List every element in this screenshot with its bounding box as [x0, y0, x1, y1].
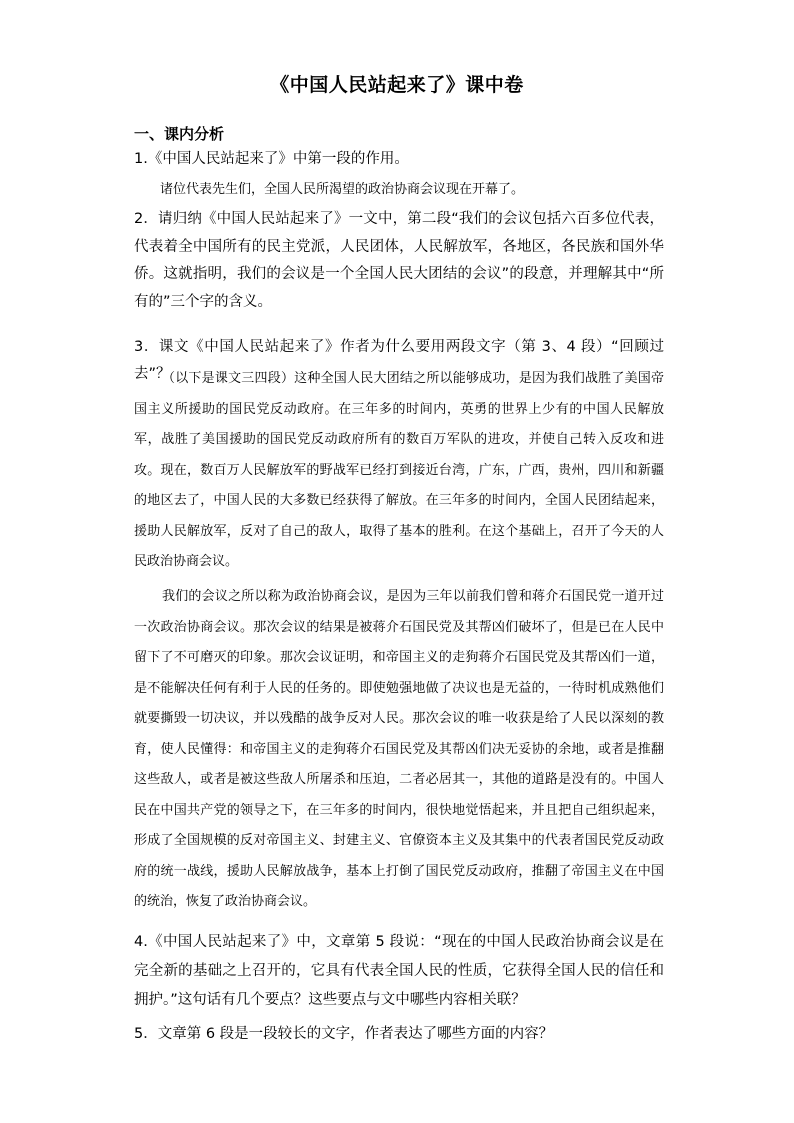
question-1: 1.《中国人民站起来了》中第一段的作用。	[134, 151, 409, 167]
excerpt-paragraph-2: 我们的会议之所以称为政治协商会议，是因为三年以前我们曾和蒋介石国民党一道开过一次政治协商会议。那次会议的结果是被蒋介石国民党及其帮凶们破坏了，但是已在人民中留下了不可磨灭的印象。那次会议证明，和帝国主义的走狗蒋介石国民党及其帮凶们一道，是不能解决任何有利于人民的任务的。即使勉强地做了决议也是无益的，一待时机成熟他们就要撕毁一切决议，并以残酷的战争反对人民。那次会议的唯一收获是给了人民以深刻的教育，使人民懂得：和帝国主义的走狗蒋介石国民党及其帮凶们决无妥协的余地，或者是推翻这些敌人，或者是被这些敌人所屠杀和压迫，二者必居其一，其他的道路是没有的。中国人民在中国共产党的领导之下，在三年多的时间内，很快地觉悟起来，并且把自己组织起来，形成了全国规模的反对帝国主义、封建主义、官僚资本主义及其集中的代表者国民党反动政府的统一战线，援助人民解放战争，基本上打倒了国民党反动政府，推翻了帝国主义在中国的统治，恢复了政治协商会议。	[134, 589, 664, 909]
question-4: 4.《中国人民站起来了》中，文章第 5 段说：“现在的中国人民政治协商会议是在完全新的基础之上召开的，它具有代表全国人民的性质，它获得全国人民的信任和拥护。”这句话有几个要点？这些要点与文中哪些内容相关联？	[134, 934, 664, 1008]
excerpt-paragraph-1: （以下是课文三四段）这种全国人民大团结之所以能够成功，是因为我们战胜了美国帝国主义所援助的国民党反动政府。在三年多的时间内，英勇的世界上少有的中国人民解放军，战胜了美国援助的国民党反动政府所有的数百万军队的进攻，并使自己转入反攻和进攻。现在，数百万人民解放军的野战军已经打到接近台湾，广东，广西，贵州，四川和新疆的地区去了，中国人民的大多数已经获得了解放。在三年多的时间内，全国人民团结起来，援助人民解放军，反对了自己的敌人，取得了基本的胜利。在这个基础上，召开了今天的人民政治协商会议。	[134, 371, 664, 569]
question-1-quote: 诸位代表先生们，全国人民所渴望的政治协商会议现在开幕了。	[160, 182, 525, 197]
document-title: 《中国人民站起来了》课中卷	[270, 74, 524, 96]
question-2: 2．请归纳《中国人民站起来了》一文中，第二段“我们的会议包括六百多位代表，代表着全中国所有的民主党派，人民团体，人民解放军，各地区，各民族和国外华侨。这就指明，我们的会议是一个全国人民大团结的会议”的段意，并理解其中“所有的”三个字的含义。	[134, 211, 664, 310]
question-3: 3．课文《中国人民站起来了》作者为什么要用两段文字（第 3、4 段）“回顾过去”？	[134, 339, 664, 382]
section-heading: 一、课内分析	[134, 125, 225, 143]
question-5: 5．文章第 6 段是一段较长的文字，作者表达了哪些方面的内容？	[134, 1026, 554, 1042]
